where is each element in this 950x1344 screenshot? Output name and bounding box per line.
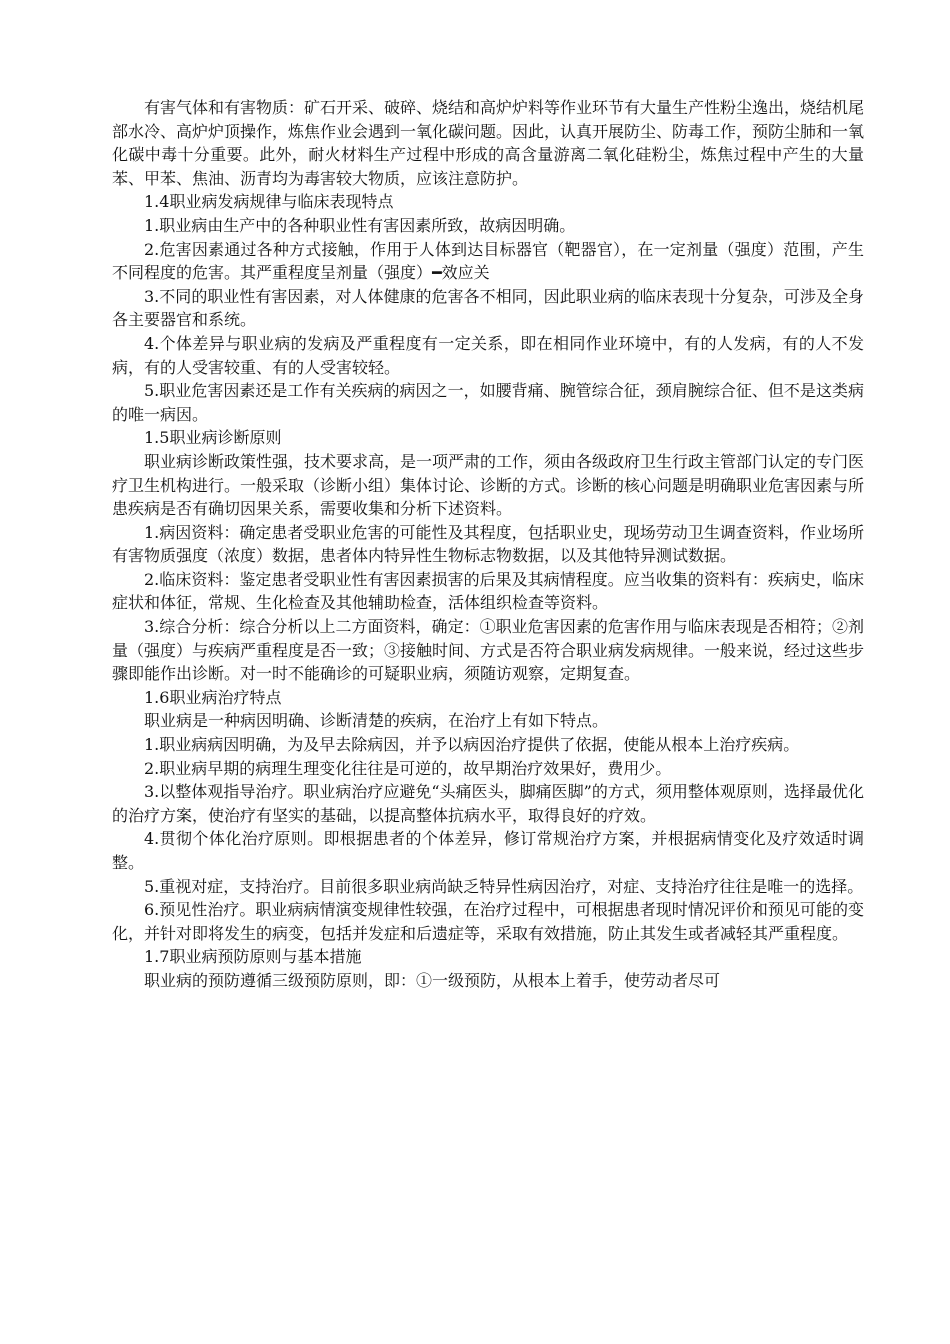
list-item: 2.危害因素通过各种方式接触，作用于人体到达目标器官（靶器官），在一定剂量（强度）范围，产生不同程度的危害。其严重程度呈剂量（强度）━效应关 — [112, 239, 864, 283]
list-item: 3.以整体观指导治疗。职业病治疗应避免“头痛医头，脚痛医脚”的方式，须用整体观原则，选择最优化的治疗方案，使治疗有坚实的基础，以提高整体抗病水平，取得良好的疗效。 — [112, 782, 864, 825]
paragraph-treatment-intro: 职业病是一种病因明确、诊断清楚的疾病，在治疗上有如下特点。 — [144, 711, 609, 731]
section-heading-1-6: 1.6职业病治疗特点 — [144, 687, 282, 707]
list-item: 3.综合分析：综合分析以上二方面资料，确定：①职业危害因素的危害作用与临床表现是否相符；②剂量（强度）与疾病严重程度是否一致；③接触时间、方式是否符合职业病发病规律。一般来说，经过这些步骤即能作出诊断。对一时不能确诊的可疑职业病，须随访观察，定期复查。 — [112, 617, 865, 684]
section-heading-1-7: 1.7职业病预防原则与基本措施 — [144, 947, 362, 967]
list-item: 5.职业危害因素还是工作有关疾病的病因之一，如腰背痛、腕管综合征，颈肩腕综合征、但不是这类病的唯一病因。 — [112, 381, 864, 424]
section-heading-1-5: 1.5职业病诊断原则 — [144, 428, 282, 448]
list-item: 2.职业病早期的病理生理变化往往是可逆的，故早期治疗效果好，费用少。 — [144, 758, 672, 778]
list-item: 4.个体差异与职业病的发病及严重程度有一定关系，即在相同作业环境中，有的人发病，有的人不发病，有的人受害较重、有的人受害较轻。 — [112, 333, 864, 377]
list-item: 3.不同的职业性有害因素，对人体健康的危害各不相同，因此职业病的临床表现十分复杂，可涉及全身各主要器官和系统。 — [112, 286, 864, 330]
list-item: 1.病因资料：确定患者受职业危害的可能性及其程度，包括职业史，现场劳动卫生调查资料，作业场所有害物质强度（浓度）数据，患者体内特异性生物标志物数据，以及其他特异测试数据。 — [112, 522, 864, 566]
document-body — [112, 96, 864, 993]
section-heading-1-4: 1.4职业病发病规律与临床表现特点 — [144, 192, 394, 212]
paragraph-diagnosis-intro: 职业病诊断政策性强，技术要求高，是一项严肃的工作，须由各级政府卫生行政主管部门认定的专门医疗卫生机构进行。一般采取（诊断小组）集体讨论、诊断的方式。诊断的核心问题是明确职业危害因素与所患疾病是否有确切因果关系，需要收集和分析下述资料。 — [112, 451, 865, 519]
paragraph-hazardous-substances: 有害气体和有害物质：矿石开采、破碎、烧结和高炉炉料等作业环节有大量生产性粉尘逸出，烧结机尾部水冷、高炉炉顶操作，炼焦作业会遇到一氧化碳问题。因此，认真开展防尘、防毒工作，预防尘肺和一氧化碳中毒十分重要。此外，耐火材料生产过程中形成的高含量游离二氧化硅粉尘，炼焦过程中产生的大量苯、甲苯、焦油、沥青均为毒害较大物质，应该注意防护。 — [112, 98, 865, 188]
list-item: 4.贯彻个体化治疗原则。即根据患者的个体差异，修订常规治疗方案，并根据病情变化及疗效适时调整。 — [112, 829, 864, 872]
list-item: 1.职业病由生产中的各种职业性有害因素所致，故病因明确。 — [144, 215, 576, 235]
list-item: 6.预见性治疗。职业病病情演变规律性较强，在治疗过程中，可根据患者现时情况评价和预见可能的变化，并针对即将发生的病变，包括并发症和后遗症等，采取有效措施，防止其发生或者减轻其严重程度。 — [112, 900, 864, 943]
list-item: 5.重视对症，支持治疗。目前很多职业病尚缺乏特异性病因治疗，对症、支持治疗往往是唯一的选择。 — [144, 876, 864, 896]
paragraph-prevention-intro: 职业病的预防遵循三级预防原则，即：①一级预防，从根本上着手，使劳动者尽可 — [144, 970, 721, 990]
list-item: 1.职业病病因明确，为及早去除病因，并予以病因治疗提供了依据，使能从根本上治疗疾病。 — [144, 735, 800, 755]
list-item: 2.临床资料：鉴定患者受职业性有害因素损害的后果及其病情程度。应当收集的资料有：疾病史，临床症状和体征，常规、生化检查及其他辅助检查，活体组织检查等资料。 — [112, 569, 864, 613]
